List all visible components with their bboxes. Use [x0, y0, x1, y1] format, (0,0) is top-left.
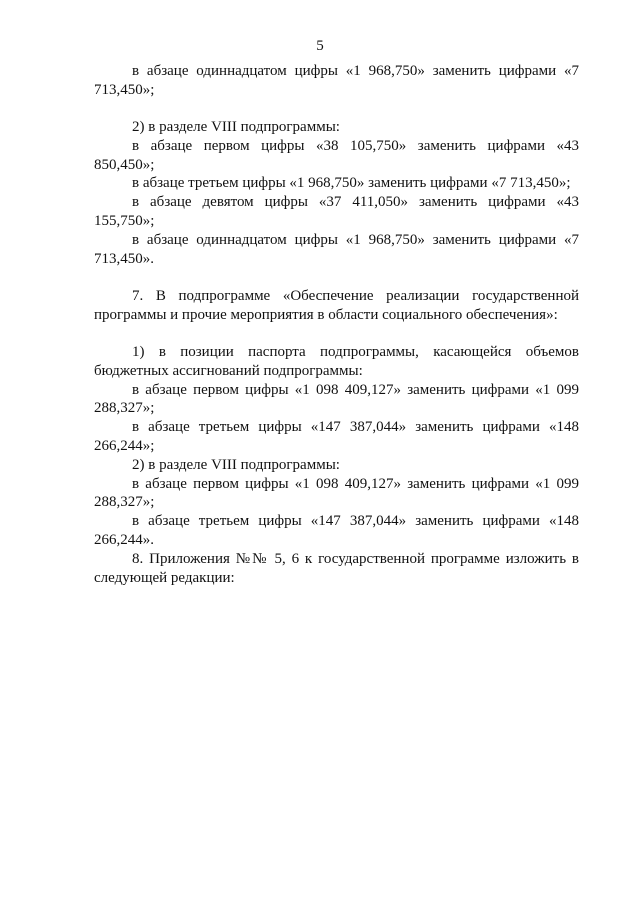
paragraph-replace-first: в абзаце первом цифры «38 105,750» заменить цифрами «43 850,450»;	[94, 137, 579, 173]
paragraph-item-8: 8. Приложения №№ 5, 6 к государственной программе изложить в следующей редакции:	[94, 550, 579, 586]
paragraph-passport-third: в абзаце третьем цифры «147 387,044» заменить цифрами «148 266,244»;	[94, 419, 579, 455]
paragraph-passport-position: 1) в позиции паспорта подпрограммы, касающейся объемов бюджетных ассигнований подпрограммы:	[94, 344, 579, 379]
paragraph-passport-first: в абзаце первом цифры «1 098 409,127» заменить цифрами «1 099 288,327»;	[94, 381, 579, 417]
paragraph-section-viii-heading-2: 2) в разделе VIII подпрограммы:	[132, 456, 340, 473]
page-number: 5	[316, 38, 324, 54]
document-body	[94, 62, 579, 587]
paragraph-section-first: в абзаце первом цифры «1 098 409,127» заменить цифрами «1 099 288,327»;	[94, 475, 579, 511]
paragraph-replace-eleventh-2: в абзаце одиннадцатом цифры «1 968,750» заменить цифрами «7 713,450».	[94, 231, 579, 267]
paragraph-item-7: 7. В подпрограмме «Обеспечение реализации государственной программы и прочие мероприятия в области социального обеспечения»:	[94, 287, 579, 323]
paragraph-replace-eleventh: в абзаце одиннадцатом цифры «1 968,750» заменить цифрами «7 713,450»;	[94, 63, 579, 98]
paragraph-section-viii-heading: 2) в разделе VIII подпрограммы:	[132, 119, 340, 136]
paragraph-replace-third: в абзаце третьем цифры «1 968,750» заменить цифрами «7 713,450»;	[132, 175, 571, 192]
paragraph-section-third: в абзаце третьем цифры «147 387,044» заменить цифрами «148 266,244».	[94, 513, 579, 549]
paragraph-replace-ninth: в абзаце девятом цифры «37 411,050» заменить цифрами «43 155,750»;	[94, 194, 579, 230]
